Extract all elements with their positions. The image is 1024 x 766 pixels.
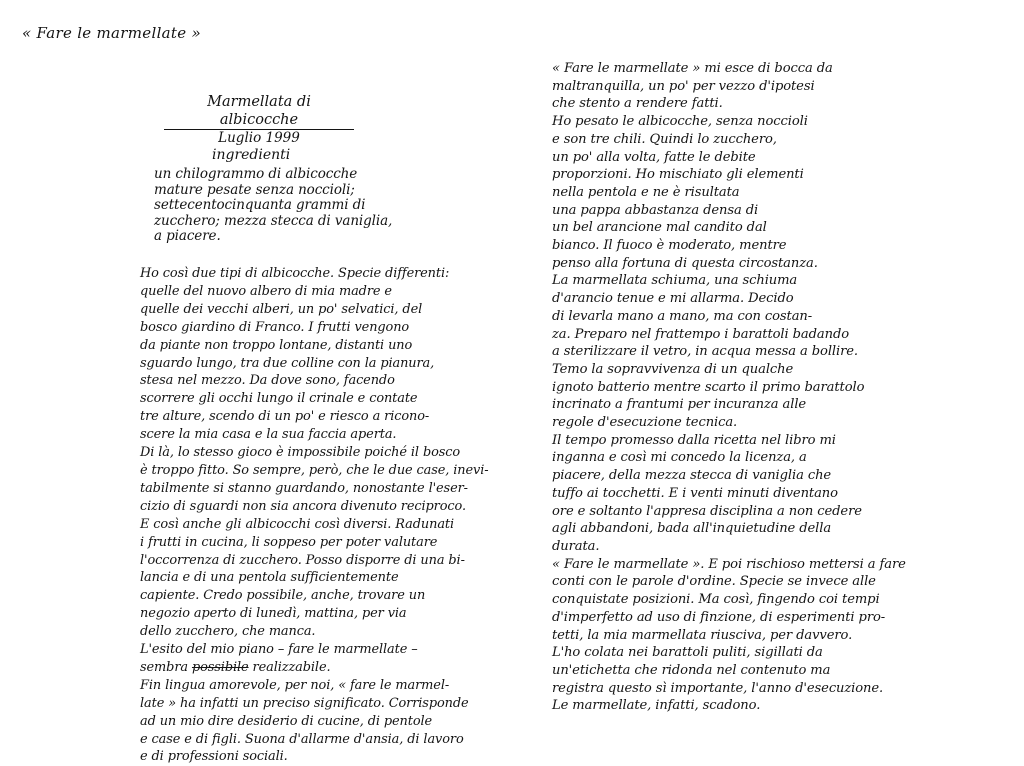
- text-line: che stento a rendere fatti.: [552, 96, 723, 112]
- text-line: da piante non troppo lontane, distanti uno: [140, 337, 413, 353]
- text-line: tetti, la mia marmellata riusciva, per davvero.: [552, 627, 853, 643]
- recipe-date: Luglio 1999: [218, 130, 300, 146]
- text-line: capiente. Credo possibile, anche, trovare un: [140, 588, 426, 604]
- text-line: tuffo ai tocchetti. E i venti minuti diventano: [552, 485, 838, 501]
- page-header-title: « Fare le marmellate »: [22, 24, 201, 42]
- struck-word: possibile: [191, 659, 249, 675]
- recipe-title: Marmellata di albicocche: [164, 93, 354, 130]
- text-line: cizio di sguardi non sia ancora divenuto reciproco.: [140, 498, 466, 514]
- text-line: ad un mio dire desiderio di cucine, di pentole: [140, 713, 433, 729]
- text-line: proporzioni. Ho mischiato gli elementi: [552, 167, 804, 183]
- text-line: Temo la sopravvivenza di un qualche: [552, 361, 794, 377]
- text-line: ignoto batterio mentre scarto il primo barattolo: [552, 379, 865, 395]
- text-line: d'arancio tenue e mi allarma. Decido: [552, 291, 794, 307]
- text-line: Ho pesato le albicocche, senza noccioli: [552, 114, 808, 130]
- text-line: l'occorrenza di zucchero. Posso disporre di una bi-: [140, 552, 465, 568]
- text-line: quelle dei vecchi alberi, un po' selvatici, del: [140, 301, 423, 317]
- ingredients-line: mature pesate senza noccioli;: [154, 181, 355, 198]
- text-line: e di professioni sociali.: [140, 749, 288, 765]
- text-line: un bel arancione mal candito dal: [552, 220, 767, 236]
- text-line: stesa nel mezzo. Da dove sono, facendo: [140, 373, 395, 389]
- text-line: late » ha infatti un preciso significato. Corrisponde: [140, 695, 469, 711]
- text-line: un'etichetta che ridonda nel contenuto ma: [552, 662, 831, 678]
- ingredients-line: zucchero; mezza stecca di vaniglia,: [154, 212, 393, 229]
- text-line: quelle del nuovo albero di mia madre e: [140, 283, 392, 299]
- text-line: lancia e di una pentola sufficientemente: [140, 570, 399, 586]
- text-line: e case e di figli. Suona d'allarme d'ansia, di lavoro: [140, 731, 464, 747]
- text-line: Fin lingua amorevole, per noi, « fare le marmel-: [140, 677, 450, 693]
- right-page-body: [552, 60, 906, 715]
- text-line: di levarla mano a mano, ma con costan-: [552, 308, 813, 324]
- text-line: piacere, della mezza stecca di vaniglia che: [552, 468, 832, 484]
- ingredients-list: [154, 167, 392, 245]
- struck-line-rest: realizzabile.: [248, 659, 331, 675]
- struck-line-start: sembra: [140, 659, 192, 675]
- text-line: Le marmellate, infatti, scadono.: [552, 698, 761, 714]
- ingredients-line: un chilogrammo di albicocche: [154, 166, 358, 182]
- text-line: i frutti in cucina, li soppeso per poter valutare: [140, 534, 438, 550]
- text-line: registra questo sì importante, l'anno d'esecuzione.: [552, 680, 884, 696]
- text-line: è troppo fitto. So sempre, però, che le due case, inevi-: [140, 462, 489, 478]
- text-line: bianco. Il fuoco è moderato, mentre: [552, 238, 787, 254]
- text-line: conti con le parole d'ordine. Specie se invece alle: [552, 574, 876, 590]
- text-line: agli abbandoni, bada all'inquietudine della: [552, 521, 832, 537]
- text-line: una pappa abbastanza densa di: [552, 202, 759, 218]
- text-line: inganna e così mi concedo la licenza, a: [552, 450, 807, 466]
- text-line: d'imperfetto ad uso di finzione, di esperimenti pro-: [552, 609, 886, 625]
- text-line: penso alla fortuna di questa circostanza.: [552, 255, 818, 271]
- text-line: scorrere gli occhi lungo il crinale e contate: [140, 391, 418, 407]
- text-line: za. Preparo nel frattempo i barattoli badando: [552, 326, 850, 342]
- text-line: nella pentola e ne è risultata: [552, 184, 740, 200]
- text-line: bosco giardino di Franco. I frutti vengono: [140, 319, 410, 335]
- text-line: E così anche gli albicocchi così diversi. Radunati: [140, 516, 455, 532]
- text-line-with-strike: [140, 659, 489, 677]
- text-line: ore e soltanto l'appresa disciplina a non cedere: [552, 503, 862, 519]
- text-line: un po' alla volta, fatte le debite: [552, 149, 756, 165]
- text-line: Di là, lo stesso gioco è impossibile poiché il bosco: [140, 445, 461, 461]
- text-line: dello zucchero, che manca.: [140, 624, 316, 640]
- text-line: a sterilizzare il vetro, in acqua messa a bollire.: [552, 344, 858, 360]
- text-line: scere la mia casa e la sua faccia aperta.: [140, 427, 397, 443]
- text-line: durata.: [552, 538, 600, 554]
- recipe-title-block: [164, 93, 354, 147]
- text-line: « Fare le marmellate » mi esce di bocca da: [552, 61, 833, 76]
- ingredients-line: a piacere.: [154, 228, 221, 244]
- text-line: Il tempo promesso dalla ricetta nel libro mi: [552, 432, 836, 448]
- text-line: La marmellata schiuma, una schiuma: [552, 273, 798, 289]
- text-line: e son tre chili. Quindi lo zucchero,: [552, 131, 777, 147]
- text-line: tre alture, scendo di un po' e riesco a ricono-: [140, 409, 430, 425]
- text-line: regole d'esecuzione tecnica.: [552, 415, 738, 431]
- text-line: conquistate posizioni. Ma così, fingendo coi tempi: [552, 592, 880, 608]
- text-line: sguardo lungo, tra due colline con la pianura,: [140, 355, 435, 371]
- ingredients-heading: ingredienti: [212, 147, 291, 163]
- text-line: tabilmente si stanno guardando, nonostante l'eser-: [140, 480, 468, 496]
- text-line: « Fare le marmellate ». E poi rischioso mettersi a fare: [552, 556, 906, 572]
- left-page-body: [140, 265, 489, 766]
- text-line: Ho così due tipi di albicocche. Specie differenti:: [140, 266, 450, 281]
- text-line: L'ho colata nei barattoli puliti, sigillati da: [552, 645, 823, 661]
- ingredients-line: settecentocinquanta grammi di: [154, 197, 366, 213]
- text-line: negozio aperto di lunedì, mattina, per via: [140, 606, 407, 622]
- text-line: maltranquilla, un po' per vezzo d'ipotesi: [552, 78, 815, 94]
- text-line: L'esito del mio piano – fare le marmellate –: [140, 642, 418, 658]
- text-line: incrinato a frantumi per incuranza alle: [552, 397, 807, 413]
